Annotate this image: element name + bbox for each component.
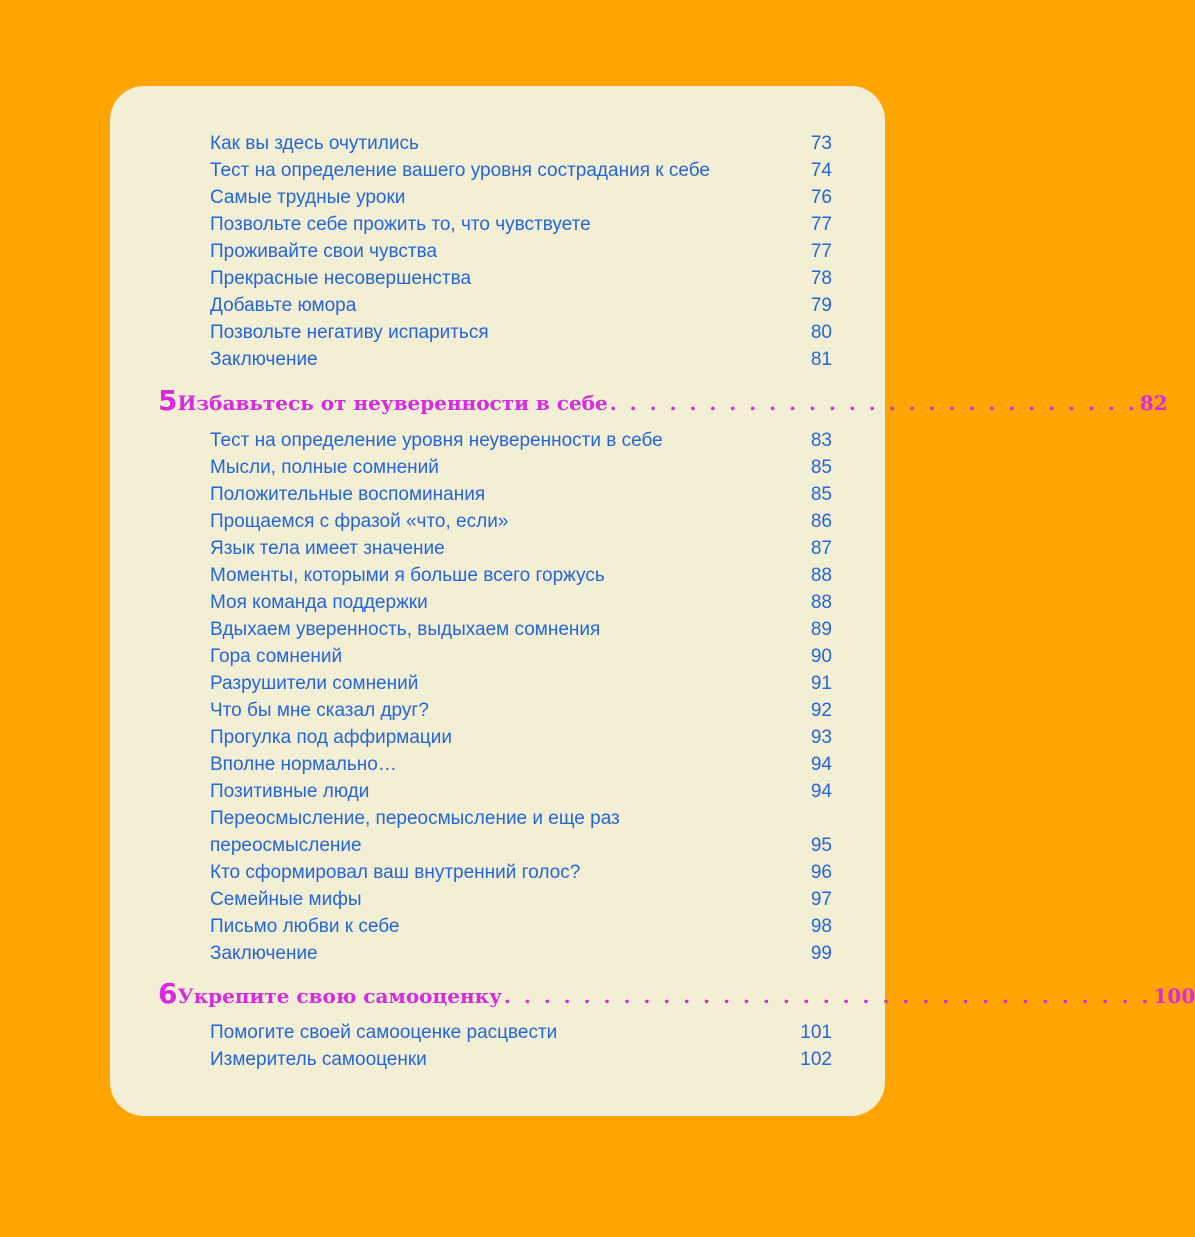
toc-entry[interactable] [210,508,832,535]
toc-entry-title: Самые трудные уроки [210,187,406,208]
toc-entry-title: Добавьте юмора [210,295,357,316]
dot-leader: . . . . . . . . . . . . . . . . . . . . . . . . . . . . . . . . . [503,984,1152,1008]
toc-entry-title: Разрушители сомнений [210,673,419,694]
toc-entry-page: 86 [810,511,832,532]
toc-entry-title: Вдыхаем уверенность, выдыхаем сомнения [210,619,601,640]
toc-entry-page: 81 [810,349,832,370]
toc-entry-title: Вполне нормально… [210,754,397,775]
toc-entry-page: 102 [800,1049,832,1070]
toc-entry[interactable] [210,1046,832,1073]
toc-entry-page: 98 [810,916,832,937]
toc-entry[interactable] [210,589,832,616]
toc-entry-page: 91 [810,673,832,694]
toc-entry-page: 93 [810,727,832,748]
toc-entry[interactable] [210,670,832,697]
toc-entry[interactable] [210,697,832,724]
toc-entry-page: 94 [810,754,832,775]
toc-entry[interactable] [210,481,832,508]
toc-entry-page: 88 [810,565,832,586]
toc-entry-page: 85 [810,457,832,478]
toc-entry[interactable] [210,562,832,589]
toc-entry-page: 99 [810,943,832,964]
chapter-6-heading[interactable] [158,977,1195,1011]
toc-entry[interactable] [210,859,832,886]
toc-entry-title: Моменты, которыми я больше всего горжусь [210,565,605,586]
toc-entry-title: Семейные мифы [210,889,362,910]
toc-entry-title: Прекрасные несовершенства [210,268,472,289]
toc-entry[interactable] [210,643,832,670]
toc-entry[interactable] [210,805,832,859]
toc-entry-title: Положительные воспоминания [210,484,486,505]
toc-entry-title: Позитивные люди [210,781,370,802]
toc-entry-page: 85 [810,484,832,505]
toc-entry[interactable] [210,184,832,211]
toc-entry-page: 73 [810,133,832,154]
toc-entry-page: 94 [810,781,832,802]
toc-entry[interactable] [210,211,832,238]
toc-entry-page: 101 [800,1022,832,1043]
toc-entry-title: Переосмысление, переосмысление и еще раз переосмысление [210,808,620,856]
chapter-5-heading[interactable] [158,384,1168,418]
toc-entry[interactable] [210,238,832,265]
toc-entry-title: Заключение [210,943,318,964]
toc-entry[interactable] [210,454,832,481]
toc-entry-title: Кто сформировал ваш внутренний голос? [210,862,581,883]
toc-entry[interactable] [210,535,832,562]
toc-entry-page: 96 [810,862,832,883]
toc-entry-title: Прощаемся с фразой «что, если» [210,511,509,532]
toc-entry-page: 88 [810,592,832,613]
chapter-title: Избавьтесь от неуверенности в себе [177,391,608,415]
toc-entry[interactable] [210,427,832,454]
toc-entry-title: Моя команда поддержки [210,592,428,613]
toc-entry-title: Тест на определение уровня неуверенности в себе [210,430,663,451]
toc-entry[interactable] [210,292,832,319]
toc-entry-page: 77 [810,214,832,235]
toc-entry-page: 76 [810,187,832,208]
toc-entry[interactable] [210,157,832,184]
toc-entry[interactable] [210,751,832,778]
toc-entry-title: Проживайте свои чувства [210,241,438,262]
toc-entry[interactable] [210,1019,832,1046]
toc-entry-title: Тест на определение вашего уровня сострадания к себе [210,160,710,181]
toc-entry-page: 97 [810,889,832,910]
chapter-number: 5 [158,384,178,417]
chapter-page: 100 [1153,984,1195,1008]
toc-entry[interactable] [210,319,832,346]
chapter-number: 6 [158,977,178,1010]
toc-entry-title: Заключение [210,349,318,370]
toc-entry[interactable] [210,940,832,967]
toc-entry-title: Измеритель самооценки [210,1049,427,1070]
toc-entry-page: 78 [810,268,832,289]
toc-entry-title: Прогулка под аффирмации [210,727,453,748]
toc-entry[interactable] [210,913,832,940]
toc-entry[interactable] [210,724,832,751]
toc-section-chapter-5 [210,427,832,967]
chapter-page: 82 [1139,391,1168,415]
toc-entry-title: Гора сомнений [210,646,343,667]
toc-entry-page: 77 [810,241,832,262]
toc-entry-page: 79 [810,295,832,316]
toc-entry-title: Что бы мне сказал друг? [210,700,429,721]
toc-entry-title: Позвольте себе прожить то, что чувствуете [210,214,591,235]
toc-entry-page: 89 [810,619,832,640]
toc-entry[interactable] [210,616,832,643]
chapter-title: Укрепите свою самооценку [177,984,502,1008]
toc-section-chapter-6 [210,1019,832,1073]
toc-entry-page: 80 [810,322,832,343]
toc-entry-page: 83 [810,430,832,451]
toc-entry[interactable] [210,265,832,292]
toc-entry[interactable] [210,778,832,805]
toc-entry[interactable] [210,886,832,913]
toc-entry[interactable] [210,346,832,373]
toc-entry[interactable] [210,130,832,157]
toc-panel [110,86,1195,1116]
toc-entry-title: Как вы здесь очутились [210,133,419,154]
toc-entry-page: 92 [810,700,832,721]
toc-entry-title: Письмо любви к себе [210,916,400,937]
toc-entry-page: 74 [810,160,832,181]
toc-entry-page: 95 [810,835,832,856]
toc-section-1 [210,130,832,373]
dot-leader: . . . . . . . . . . . . . . . . . . . . . . . . . . . [609,391,1138,415]
toc-entry-title: Позвольте негативу испариться [210,322,489,343]
toc-entry-title: Язык тела имеет значение [210,538,445,559]
toc-entry-page: 87 [810,538,832,559]
toc-entry-title: Мысли, полные сомнений [210,457,439,478]
toc-entry-page: 90 [810,646,832,667]
toc-entry-title: Помогите своей самооценке расцвести [210,1022,558,1043]
